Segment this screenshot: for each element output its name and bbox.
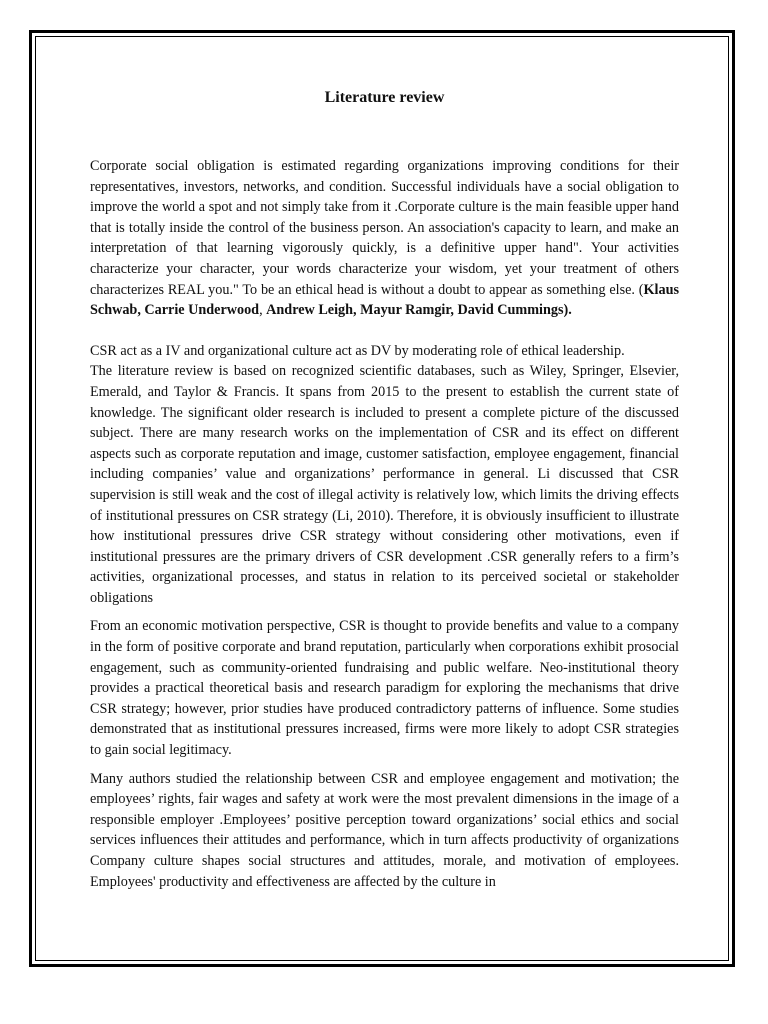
citation-author-2: Carrie Underwood	[144, 302, 260, 319]
document-body	[90, 88, 679, 892]
paragraph-2-lead: CSR act as a IV and organizational culture act as DV by moderating role of ethical leadership.	[90, 342, 625, 359]
paragraph-3: From an economic motivation perspective, CSR is thought to provide benefits and value to a company in the form of positive corporate and brand reputation, particularly when corporations exhibit prosocial engagement, such as community-oriented fundraising and public welfare. Neo-institutional theory provides a practical theoretical basis and research paradigm for exploring the mechanisms that drive CSR strategy; however, prior studies have produced contradictory patterns of influence. Some studies demonstrated that as institutional pressures increased, firms were more likely to adopt CSR strategies to gain social legitimacy.	[90, 618, 679, 759]
paragraph-1	[90, 156, 679, 321]
paragraph-4: Many authors studied the relationship between CSR and employee engagement and motivation; the employees’ rights, fair wages and safety at work were the most prevalent dimensions in the image of a responsible employer .Employees’ positive perception toward organizations’ social ethics and social services influences their attitudes and performance, which in turn affects productivity of organizations Company culture shapes social structures and attitudes, morale, and motivation of employees. Employees' productivity and effectiveness are affected by the culture in	[90, 770, 679, 890]
citation-separator-2: ,	[259, 302, 267, 319]
paragraph-1-text: Corporate social obligation is estimated regarding organizations improving conditions for their representatives, investors, networks, and condition. Successful individuals have a social obligation to improve the world a spot and not simply take from it .Corporate culture is the main feasible upper hand that is totally inside the control of the business person. An association's capacity to learn, and make an interpretation of that learning vigorously quickly, is a definitive upper hand". Your activities characterize your character, your words characterize your wisdom, yet your treatment of others characterizes REAL you." To be an ethical head is without a doubt to appear as something else. (	[90, 158, 679, 298]
citation-separator-1: ,	[137, 302, 145, 319]
citation-author-3: Andrew Leigh, Mayur Ramgir, David Cummings).	[266, 302, 572, 319]
paragraph-2	[90, 341, 679, 609]
document-title: Literature review	[324, 89, 445, 106]
citation-author-1: Klaus Schwab	[90, 281, 679, 319]
paragraph-2-body: The literature review is based on recognized scientific databases, such as Wiley, Springer, Elsevier, Emerald, and Taylor & Francis. It spans from 2015 to the present to establish the current state of knowledge. The significant older research is included to present a complete picture of the discussed subject. There are many research works on the implementation of CSR and its effect on different aspects such as corporate reputation and image, customer satisfaction, employee engagement, financial including companies’ value and organizations’ performance in general. Li discussed that CSR supervision is still weak and the cost of illegal activity is relatively low, which limits the driving effects of institutional pressures on CSR strategy (Li, 2010). Therefore, it is obviously insufficient to illustrate how institutional pressures drive CSR strategy without considering other motivations, even if institutional pressures are the primary drivers of CSR development .CSR generally refers to a firm’s activities, organizational processes, and status in relation to its perceived societal or stakeholder obligations	[90, 363, 679, 606]
